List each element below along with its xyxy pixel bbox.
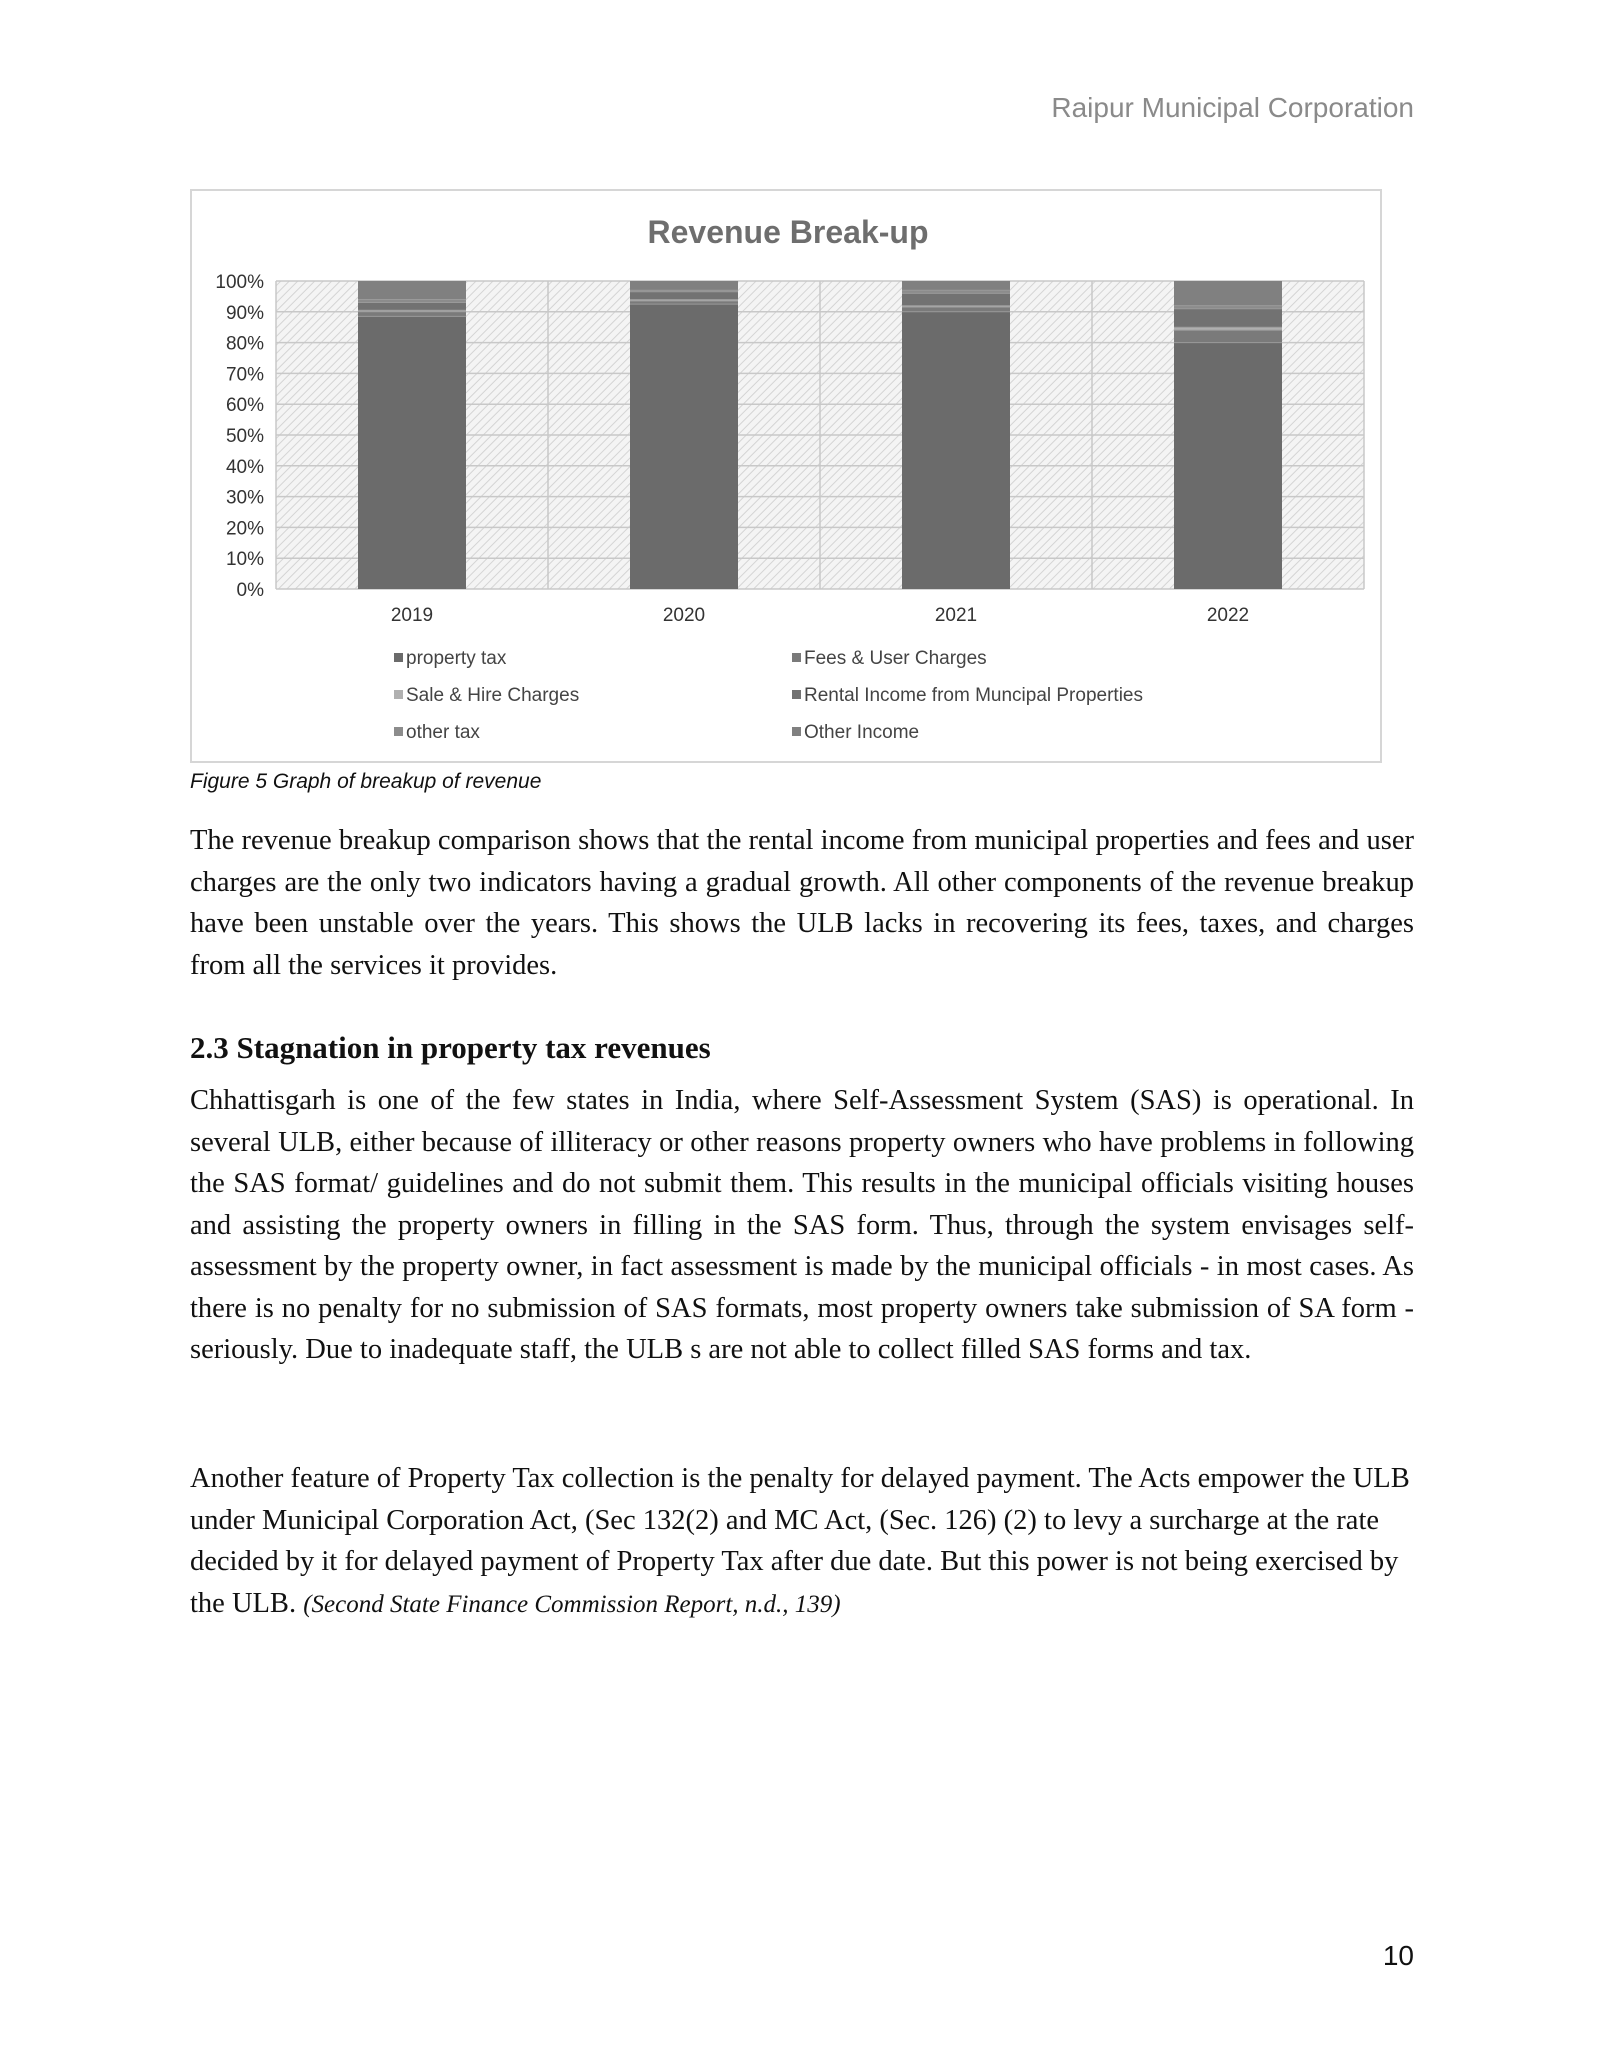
legend-swatch bbox=[394, 690, 403, 699]
section-heading: 2.3 Stagnation in property tax revenues bbox=[190, 1030, 711, 1065]
x-tick-label: 2019 bbox=[390, 605, 434, 626]
y-tick-label: 90% bbox=[225, 302, 264, 324]
x-tick-label: 2021 bbox=[934, 605, 978, 626]
paragraph-sas: Chhattisgarh is one of the few states in India, where Self-Assessment System (SAS) is operational. In several ULB, either because of illiteracy or other reasons property owners who have problems in following the SAS format/ guidelines and do not submit them. This results in the municipal officials visiting houses and assisting the property owners in filling in the SAS form. Thus, through the system envisages self-assessment by the property owner, in fact assessment is made by the municipal officials - in most cases. As there is no penalty for no submission of SAS formats, most property owners take submission of SA form - seriously. Due to inadequate staff, the ULB s are not able to collect filled SAS forms and tax. bbox=[190, 1085, 1414, 1365]
y-tick-label: 40% bbox=[225, 456, 264, 478]
paragraph-revenue-comparison: The revenue breakup comparison shows that the rental income from municipal properties and fees and user charges are the only two indicators having a gradual growth. All other components of the revenue breakup have been unstable over the years. This shows the ULB lacks in recovering its fees, taxes, and charges from all the services it provides. bbox=[190, 825, 1414, 981]
legend-label: Fees & User Charges bbox=[804, 648, 987, 669]
bar-segment-2020-5 bbox=[630, 281, 738, 290]
legend-label: Rental Income from Muncipal Properties bbox=[804, 685, 1143, 706]
bar-segment-2021-3 bbox=[902, 293, 1010, 305]
revenue-breakup-chart bbox=[192, 191, 1380, 761]
revenue-chart-figure bbox=[190, 189, 1382, 763]
y-tick-label: 0% bbox=[236, 580, 264, 601]
legend-label: Sale & Hire Charges bbox=[406, 685, 580, 706]
y-tick-label: 50% bbox=[225, 426, 264, 447]
y-tick-label: 30% bbox=[225, 487, 264, 509]
bar-segment-2019-0 bbox=[358, 316, 466, 589]
bar-segment-2022-0 bbox=[1174, 343, 1282, 589]
legend-swatch bbox=[792, 727, 801, 736]
legend-label: property tax bbox=[406, 648, 507, 669]
legend-swatch bbox=[394, 727, 403, 736]
paragraph-penalty bbox=[190, 1458, 1414, 1625]
legend-swatch bbox=[792, 690, 801, 699]
bar-segment-2022-5 bbox=[1174, 281, 1282, 306]
bar-segment-2019-1 bbox=[358, 312, 466, 317]
bar-segment-2020-0 bbox=[630, 304, 738, 589]
bar-segment-2022-1 bbox=[1174, 330, 1282, 342]
x-tick-label: 2022 bbox=[1206, 605, 1250, 626]
y-tick-label: 20% bbox=[225, 518, 264, 540]
bar-segment-2021-5 bbox=[902, 281, 1010, 290]
bar-segment-2019-5 bbox=[358, 281, 466, 299]
y-tick-label: 70% bbox=[225, 364, 264, 386]
paragraph-penalty-text: Another feature of Property Tax collection is the penalty for delayed payment. The Acts empower the ULB under Municipal Corporation Act, (Sec 132(2) and MC Act, (Sec. 126) (2) to levy a surcharge at the rate decided by it for delayed payment of Property Tax after due date. But this power is not being exercised by the ULB. bbox=[190, 1463, 1410, 1619]
bar-segment-2021-1 bbox=[902, 307, 1010, 312]
y-tick-label: 10% bbox=[225, 549, 264, 571]
bar-segment-2021-0 bbox=[902, 312, 1010, 589]
bar-segment-2022-3 bbox=[1174, 309, 1282, 327]
figure-caption: Figure 5 Graph of breakup of revenue bbox=[190, 770, 542, 793]
legend-label: Other Income bbox=[804, 722, 920, 743]
y-tick-label: 100% bbox=[215, 272, 264, 293]
legend-swatch bbox=[792, 653, 801, 662]
y-tick-label: 60% bbox=[225, 395, 264, 417]
citation: (Second State Finance Commission Report, n.d., 139) bbox=[303, 1590, 841, 1618]
legend-label: other tax bbox=[406, 722, 480, 743]
y-tick-label: 80% bbox=[225, 333, 264, 355]
bar-segment-2020-3 bbox=[630, 292, 738, 300]
chart-title: Revenue Break-up bbox=[647, 214, 929, 250]
x-tick-label: 2020 bbox=[662, 605, 706, 626]
page-number: 10 bbox=[1382, 1940, 1414, 1971]
running-header: Raipur Municipal Corporation bbox=[1051, 92, 1414, 123]
legend-swatch bbox=[394, 653, 403, 662]
bar-segment-2019-3 bbox=[358, 303, 466, 311]
